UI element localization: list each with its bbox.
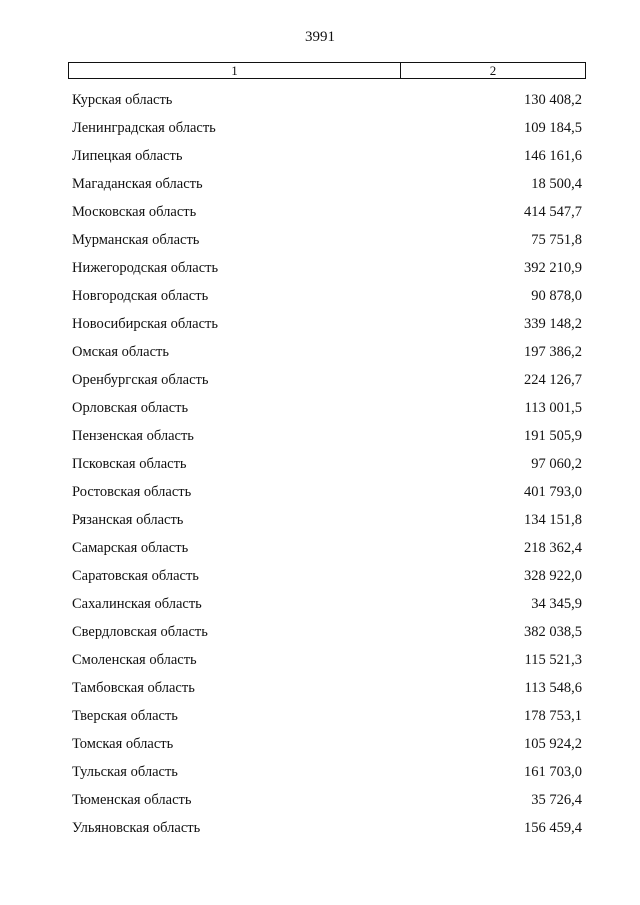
region-value: 146 161,6 <box>524 147 582 164</box>
table-row <box>72 198 584 226</box>
table-row <box>72 562 584 590</box>
table-row <box>72 86 584 114</box>
region-value: 18 500,4 <box>531 175 582 192</box>
region-value: 130 408,2 <box>524 91 582 108</box>
table-row <box>72 478 584 506</box>
table-row <box>72 618 584 646</box>
region-name: Мурманская область <box>72 231 200 248</box>
region-value: 134 151,8 <box>524 511 582 528</box>
region-name: Магаданская область <box>72 175 203 192</box>
table-body <box>72 86 584 842</box>
region-name: Ленинградская область <box>72 119 216 136</box>
region-value: 115 521,3 <box>524 651 582 668</box>
region-value: 90 878,0 <box>531 287 582 304</box>
region-name: Новгородская область <box>72 287 209 304</box>
column-header-1: 1 <box>69 63 401 78</box>
region-name: Омская область <box>72 343 169 360</box>
region-name: Тюменская область <box>72 791 192 808</box>
table-row <box>72 338 584 366</box>
table-row <box>72 506 584 534</box>
table-row <box>72 646 584 674</box>
region-value: 224 126,7 <box>524 371 582 388</box>
region-name: Новосибирская область <box>72 315 218 332</box>
region-name: Свердловская область <box>72 623 208 640</box>
region-value: 34 345,9 <box>531 595 582 612</box>
region-value: 156 459,4 <box>524 819 582 836</box>
region-value: 191 505,9 <box>524 427 582 444</box>
region-name: Рязанская область <box>72 511 184 528</box>
region-name: Оренбургская область <box>72 371 209 388</box>
region-name: Сахалинская область <box>72 595 202 612</box>
table-row <box>72 422 584 450</box>
region-value: 113 548,6 <box>524 679 582 696</box>
page-number: 3991 <box>305 29 335 45</box>
table-row <box>72 590 584 618</box>
table-row <box>72 282 584 310</box>
region-value: 414 547,7 <box>524 203 582 220</box>
region-name: Курская область <box>72 91 173 108</box>
region-name: Псковская область <box>72 455 187 472</box>
table-row <box>72 758 584 786</box>
table-row <box>72 114 584 142</box>
region-value: 328 922,0 <box>524 567 582 584</box>
region-name: Ростовская область <box>72 483 192 500</box>
region-value: 382 038,5 <box>524 623 582 640</box>
region-value: 197 386,2 <box>524 343 582 360</box>
region-name: Липецкая область <box>72 147 183 164</box>
region-name: Смоленская область <box>72 651 197 668</box>
table-row <box>72 674 584 702</box>
table-row <box>72 702 584 730</box>
region-value: 105 924,2 <box>524 735 582 752</box>
region-name: Тульская область <box>72 763 178 780</box>
region-value: 392 210,9 <box>524 259 582 276</box>
region-name: Самарская область <box>72 539 189 556</box>
region-name: Московская область <box>72 203 197 220</box>
column-header-2: 2 <box>489 63 497 78</box>
table-row <box>72 142 584 170</box>
region-value: 113 001,5 <box>524 399 582 416</box>
table-row <box>72 366 584 394</box>
column-header-row <box>68 62 586 79</box>
region-name: Саратовская область <box>72 567 199 584</box>
table-row <box>72 450 584 478</box>
table-row <box>72 814 584 842</box>
region-value: 401 793,0 <box>524 483 582 500</box>
table-row <box>72 170 584 198</box>
region-value: 35 726,4 <box>531 791 582 808</box>
region-name: Тверская область <box>72 707 178 724</box>
table-row <box>72 254 584 282</box>
region-value: 109 184,5 <box>524 119 582 136</box>
region-name: Нижегородская область <box>72 259 219 276</box>
region-name: Орловская область <box>72 399 189 416</box>
table-row <box>72 310 584 338</box>
table-row <box>72 226 584 254</box>
table-row <box>72 394 584 422</box>
region-name: Пензенская область <box>72 427 194 444</box>
region-name: Тамбовская область <box>72 679 195 696</box>
region-name: Ульяновская область <box>72 819 201 836</box>
table-row <box>72 534 584 562</box>
region-value: 178 753,1 <box>524 707 582 724</box>
region-value: 97 060,2 <box>531 455 582 472</box>
region-value: 339 148,2 <box>524 315 582 332</box>
region-name: Томская область <box>72 735 174 752</box>
region-value: 75 751,8 <box>531 231 582 248</box>
table-row <box>72 786 584 814</box>
region-value: 218 362,4 <box>524 539 582 556</box>
region-value: 161 703,0 <box>524 763 582 780</box>
table-row <box>72 730 584 758</box>
